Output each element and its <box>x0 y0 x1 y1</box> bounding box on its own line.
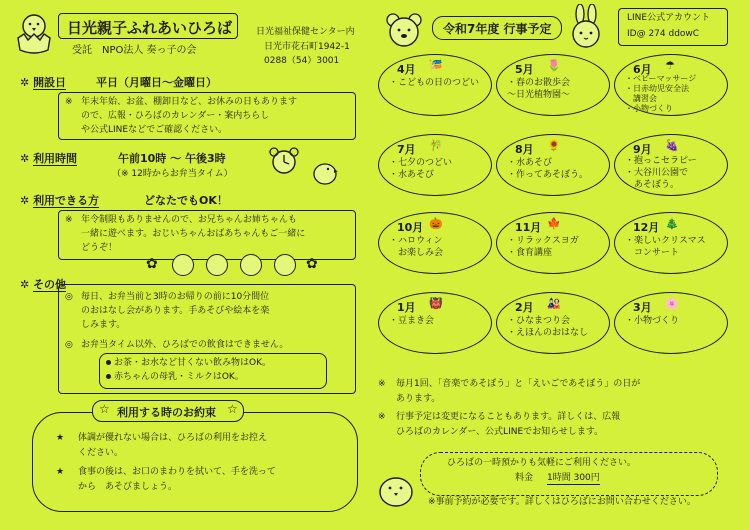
promise-line-1: 体調が優れない場合は、ひろばの利用をお控え <box>78 433 268 443</box>
who-note-3: どうぞ！ <box>81 243 118 253</box>
open-days-note-2: ので、広報・ひろばのカレンダー・案内ちらし <box>81 111 270 121</box>
other-item-1-line-1: 毎日、お弁当前と3時のお帰りの前に10分間位 <box>81 292 270 302</box>
schedule-month-label: 8月 <box>515 143 534 156</box>
alarm-clock-icon <box>266 146 302 180</box>
line-account-label: LINE公式アカウント <box>627 13 710 23</box>
schedule-event: ・抱っこセラピー <box>625 156 697 166</box>
other-item-1-mark: ◎ <box>65 292 73 302</box>
face-icon <box>206 254 228 276</box>
schedule-event: ・食育講座 <box>507 248 553 258</box>
schedule-event: ・水あそび <box>389 170 435 180</box>
schedule-month-label: 5月 <box>515 63 534 76</box>
other-item-2-mark: ◎ <box>65 340 73 350</box>
schedule-month-label: 10月 <box>397 221 424 234</box>
open-days-value: 平日（月曜日～金曜日） <box>96 76 217 89</box>
other-bullet-1 <box>106 357 271 369</box>
promise-mark: ★ <box>56 467 65 477</box>
schedule-month-3 <box>614 54 728 116</box>
schedule-event: ・こどもの日のつどい <box>389 78 480 88</box>
face-icon <box>240 254 262 276</box>
schedule-month-label: 3月 <box>633 301 652 314</box>
line-account-box <box>618 8 728 46</box>
title-box <box>58 13 238 39</box>
schedule-event: ・楽しいクリスマス <box>625 236 706 246</box>
chick-icon <box>310 156 340 190</box>
face-icon <box>172 254 194 276</box>
schedule-month-label: 9月 <box>633 143 652 156</box>
schedule-month-icon: 🎎 <box>547 297 561 310</box>
chick-egg-illustration <box>14 10 54 54</box>
line-account-id: ID@ 274 ddowC <box>627 29 700 39</box>
notice-line-1: 毎月1回、「音楽であそぼう」と「えいごであそぼう」の日が <box>396 379 641 389</box>
promise-line-4: から あそびましょう。 <box>78 482 178 492</box>
hours-heading <box>20 150 77 166</box>
other-bullet-2-text: 赤ちゃんの母乳・ミルクはOK。 <box>114 372 244 382</box>
schedule-event: ・豆まき会 <box>389 316 435 326</box>
schedule-event: ・ベビーマッサージ <box>625 74 697 83</box>
notice-mark: ※ <box>378 379 386 389</box>
schedule-month-11 <box>496 292 610 354</box>
schedule-event: ・ひなまつり会 <box>507 316 571 326</box>
open-days-note-1: 年末年始、お盆、棚卸日など、お休みの日もあります <box>81 97 298 107</box>
schedule-event: ・小物づくり <box>625 104 673 113</box>
daycare-note: ※事前予約が必要です。詳しくはひろばにお問い合わせください。 <box>428 497 696 507</box>
schedule-event: ～日光植物園～ <box>507 90 571 100</box>
chick-icon <box>374 466 418 514</box>
schedule-month-icon: 🎏 <box>429 59 443 72</box>
schedule-month-2 <box>496 54 610 116</box>
schedule-event: ・小物づくり <box>625 316 680 326</box>
schedule-event: コンサート <box>625 248 680 258</box>
schedule-event: ・作ってあそぼう。 <box>507 170 589 180</box>
promise-line-2: ください。 <box>78 448 124 458</box>
schedule-event: ・大谷川公園で <box>625 168 689 178</box>
star-icon: ☆ <box>227 402 238 416</box>
promise-mark: ★ <box>56 433 65 443</box>
schedule-month-label: 1月 <box>397 301 416 314</box>
schedule-event: ・リラックスヨガ <box>507 236 579 246</box>
other-bullet-2 <box>106 371 244 383</box>
schedule-month-icon: 🍁 <box>547 217 561 230</box>
phone-text: 0288（54）3001 <box>264 56 340 66</box>
schedule-month-icon: 🌷 <box>547 59 561 72</box>
daycare-box <box>420 452 718 496</box>
notice-line-3: 行事予定は変更になることもあります。詳しくは、広報 <box>396 412 621 422</box>
address-text: 日光市花石町1942-1 <box>264 42 350 52</box>
other-box <box>58 284 356 394</box>
schedule-month-icon: 👹 <box>429 297 443 310</box>
schedule-month-icon: 🎃 <box>429 217 443 230</box>
page-title: 日光親子ふれあいひろば <box>67 19 233 37</box>
daycare-fee: 1時間 300円 <box>547 473 600 483</box>
open-days-note-3: や公式LINEなどでご確認ください。 <box>81 125 228 135</box>
schedule-month-12 <box>614 292 728 354</box>
schedule-month-label: 4月 <box>397 63 416 76</box>
schedule-event: 講習会 <box>625 94 657 103</box>
schedule-month-9 <box>614 212 728 274</box>
schedule-month-icon: 🌸 <box>665 297 679 310</box>
who-heading <box>20 192 99 208</box>
promise-line-3: 食事の後は、お口のまわりを拭いて、手を洗って <box>78 467 276 477</box>
schedule-event: ・水あそび <box>507 158 553 168</box>
schedule-month-10 <box>378 292 492 354</box>
schedule-month-icon: 🍇 <box>665 139 679 152</box>
sparkle-icon: ✲ <box>20 194 30 207</box>
daycare-line-1: ひろばの一時預かりも気軽にご利用ください。 <box>447 458 637 468</box>
hours-note: （※ 12時からお弁当タイム） <box>112 169 233 179</box>
notice-line-2: あります。 <box>396 394 441 404</box>
schedule-month-5 <box>496 134 610 196</box>
other-bullets-box <box>99 353 327 389</box>
schedule-month-label: 6月 <box>633 63 652 76</box>
bunny-icon <box>568 4 604 54</box>
open-days-heading <box>20 74 66 90</box>
bear-icon <box>384 10 424 54</box>
notice-line-4: ひろばのカレンダー、公式LINEでお知らせします。 <box>396 427 604 437</box>
other-item-2-text: お弁当タイム以外、ひろばでの飲食はできません。 <box>81 340 289 350</box>
schedule-event: ・日赤幼児安全法 <box>625 84 689 93</box>
schedule-month-icon: 🌻 <box>547 139 561 152</box>
who-value: どなたでもOK！ <box>144 194 228 207</box>
schedule-event: ・春のお散歩会 <box>507 78 571 88</box>
hours-label: 利用時間 <box>33 152 78 165</box>
sparkle-icon: ✲ <box>20 278 30 291</box>
promise-heading-pill <box>92 400 244 422</box>
sparkle-icon: ✲ <box>20 152 30 165</box>
schedule-month-icon: 🎋 <box>429 139 443 152</box>
schedule-event: ・ハロウィン <box>389 236 443 246</box>
schedule-month-7 <box>378 212 492 274</box>
schedule-title-box <box>432 16 562 40</box>
notice-mark: ※ <box>378 412 386 422</box>
other-bullet-1-text: お茶・お水など甘くない飲み物はOK。 <box>114 358 271 368</box>
flower-icon: ✿ <box>146 256 158 272</box>
who-notes-box <box>58 210 356 260</box>
schedule-month-icon: ☂ <box>665 59 675 72</box>
note-mark: ※ <box>65 215 73 225</box>
promise-heading: 利用する時のお約束 <box>117 406 216 419</box>
schedule-month-label: 11月 <box>515 221 542 234</box>
schedule-event: お楽しみ会 <box>389 248 444 258</box>
who-label: 利用できる方 <box>33 194 100 207</box>
hours-value: 午前10時 ～ 午後3時 <box>118 152 226 165</box>
who-note-2: 一緒に遊べます。おじいちゃんおばあちゃんもご一緒に <box>81 229 306 239</box>
schedule-month-label: 2月 <box>515 301 534 314</box>
schedule-month-6 <box>614 134 728 196</box>
face-icon <box>274 254 296 276</box>
schedule-month-icon: 🎄 <box>665 217 679 230</box>
daycare-fee-label: 料金 <box>515 473 534 483</box>
schedule-event: ・えほんのおはなし <box>507 328 589 338</box>
other-label: その他 <box>33 278 67 291</box>
schedule-event: ・七夕のつどい <box>389 158 453 168</box>
other-item-1-line-3: しみます。 <box>81 320 126 330</box>
operator-text: 受託 NPO法人 奏っ子の会 <box>72 45 197 56</box>
schedule-month-label: 7月 <box>397 143 416 156</box>
note-mark: ※ <box>65 97 73 107</box>
star-icon: ☆ <box>99 402 110 416</box>
open-days-notes-box <box>58 92 356 140</box>
flower-icon: ✿ <box>306 256 318 272</box>
promise-box <box>32 412 358 512</box>
schedule-month-label: 12月 <box>633 221 660 234</box>
schedule-month-8 <box>496 212 610 274</box>
schedule-event: あそぼう。 <box>625 180 680 190</box>
schedule-month-1 <box>378 54 492 116</box>
sparkle-icon: ✲ <box>20 76 30 89</box>
open-days-label: 開設日 <box>33 76 67 89</box>
schedule-title: 令和7年度 行事予定 <box>443 22 552 36</box>
who-note-1: 年令制限もありませんので、お兄ちゃんお姉ちゃんも <box>81 215 297 225</box>
schedule-month-4 <box>378 134 492 196</box>
other-item-1-line-2: のおはなし会があります。手あそびや絵本を楽 <box>81 306 270 316</box>
facility-text: 日光福祉保健センター内 <box>256 27 355 37</box>
